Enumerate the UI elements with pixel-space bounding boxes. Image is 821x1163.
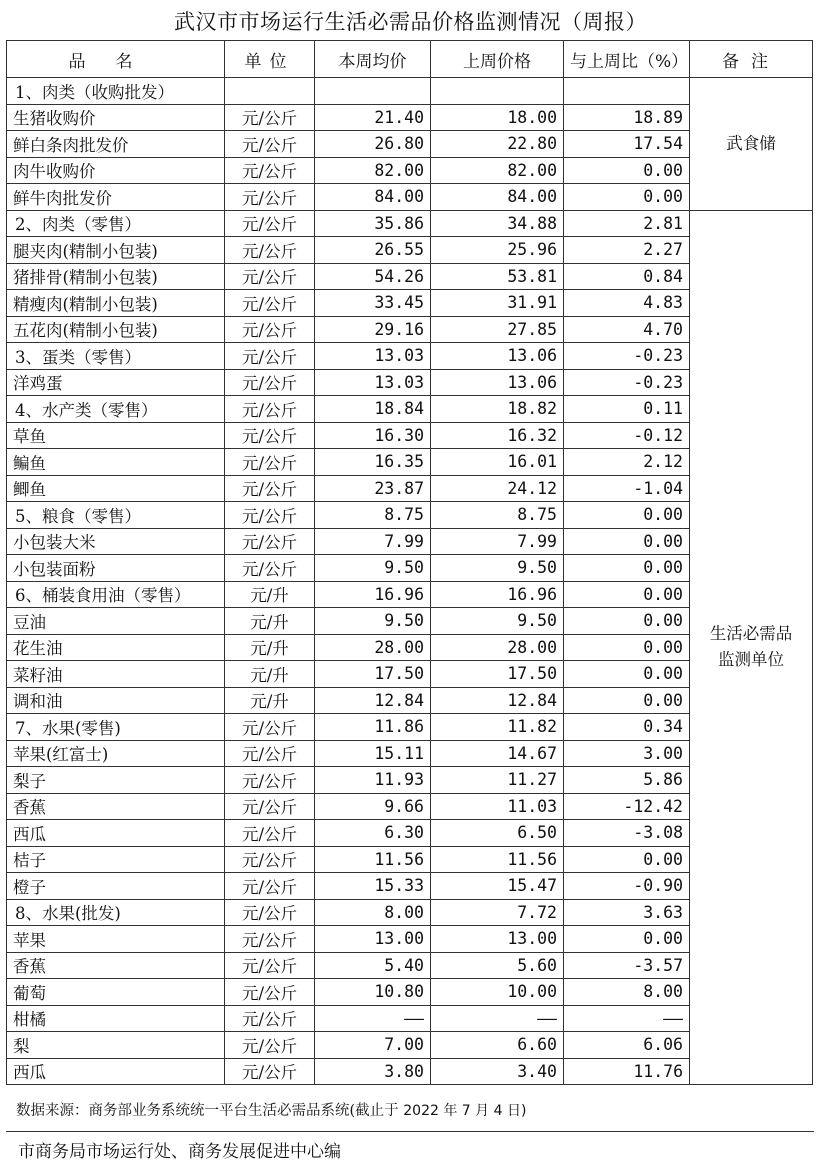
- row-this-week: 11.56: [315, 846, 431, 873]
- row-name: 小包装大米: [7, 528, 225, 555]
- row-name: 葡萄: [7, 979, 225, 1006]
- row-name: 五花肉(精制小包装): [7, 316, 225, 343]
- row-last-week: 11.56: [431, 846, 564, 873]
- row-name: 2、肉类（零售）: [7, 210, 225, 237]
- row-name: 3、蛋类（零售）: [7, 343, 225, 370]
- row-change: -3.57: [564, 952, 690, 979]
- row-last-week: 17.50: [431, 661, 564, 688]
- row-unit: 元/公斤: [225, 820, 315, 847]
- row-unit: 元/公斤: [225, 184, 315, 211]
- row-change: -0.90: [564, 873, 690, 900]
- row-unit: 元/公斤: [225, 793, 315, 820]
- row-name: 香蕉: [7, 952, 225, 979]
- row-change: 2.27: [564, 237, 690, 264]
- row-last-week: 18.00: [431, 104, 564, 131]
- row-this-week: 13.00: [315, 926, 431, 953]
- row-change: 4.70: [564, 316, 690, 343]
- row-unit: 元/公斤: [225, 555, 315, 582]
- header-last-week: 上周价格: [431, 41, 564, 78]
- row-change: ——: [564, 1005, 690, 1032]
- row-last-week: 11.03: [431, 793, 564, 820]
- row-change: 0.00: [564, 555, 690, 582]
- row-change: 0.00: [564, 528, 690, 555]
- note-text: 武食储: [726, 133, 776, 153]
- row-name: 橙子: [7, 873, 225, 900]
- price-table: [6, 40, 813, 1085]
- row-unit: 元/升: [225, 661, 315, 688]
- row-unit: 元/公斤: [225, 316, 315, 343]
- row-last-week: 16.96: [431, 581, 564, 608]
- row-unit: 元/公斤: [225, 846, 315, 873]
- row-unit: 元/公斤: [225, 714, 315, 741]
- row-this-week: 12.84: [315, 687, 431, 714]
- row-this-week: 33.45: [315, 290, 431, 317]
- row-change: 2.81: [564, 210, 690, 237]
- row-this-week: 26.55: [315, 237, 431, 264]
- row-last-week: 14.67: [431, 740, 564, 767]
- row-name: 4、水产类（零售）: [7, 396, 225, 423]
- row-unit: 元/公斤: [225, 422, 315, 449]
- row-change: -1.04: [564, 475, 690, 502]
- row-unit: [225, 78, 315, 105]
- row-change: 2.12: [564, 449, 690, 476]
- row-unit: 元/公斤: [225, 343, 315, 370]
- row-name: 精瘦肉(精制小包装): [7, 290, 225, 317]
- row-this-week: 15.11: [315, 740, 431, 767]
- row-change: [564, 78, 690, 105]
- row-last-week: 82.00: [431, 157, 564, 184]
- row-last-week: 11.27: [431, 767, 564, 794]
- row-this-week: 11.86: [315, 714, 431, 741]
- row-name: 1、肉类（收购批发）: [7, 78, 225, 105]
- row-change: 11.76: [564, 1058, 690, 1085]
- row-unit: 元/公斤: [225, 157, 315, 184]
- row-this-week: 11.93: [315, 767, 431, 794]
- row-unit: 元/公斤: [225, 131, 315, 158]
- editor-note: 市商务局市场运行处、商务发展促进中心编: [18, 1142, 341, 1162]
- header-this-week: 本周均价: [315, 41, 431, 78]
- row-last-week: 28.00: [431, 634, 564, 661]
- row-last-week: 18.82: [431, 396, 564, 423]
- row-change: 0.00: [564, 846, 690, 873]
- row-unit: 元/升: [225, 581, 315, 608]
- note-text: 监测单位: [718, 650, 784, 670]
- row-name: 猪排骨(精制小包装): [7, 263, 225, 290]
- row-last-week: 16.32: [431, 422, 564, 449]
- row-last-week: 3.40: [431, 1058, 564, 1085]
- row-change: 3.00: [564, 740, 690, 767]
- row-this-week: 16.96: [315, 581, 431, 608]
- row-name: 花生油: [7, 634, 225, 661]
- row-last-week: 7.99: [431, 528, 564, 555]
- row-this-week: 28.00: [315, 634, 431, 661]
- row-this-week: 7.00: [315, 1032, 431, 1059]
- row-name: 肉牛收购价: [7, 157, 225, 184]
- row-this-week: 23.87: [315, 475, 431, 502]
- table-row: [7, 210, 813, 237]
- row-name: 腿夹肉(精制小包装): [7, 237, 225, 264]
- row-name: 5、粮食（零售）: [7, 502, 225, 529]
- row-this-week: 13.03: [315, 343, 431, 370]
- row-change: 0.84: [564, 263, 690, 290]
- row-this-week: [315, 78, 431, 105]
- note-text: 生活必需品: [709, 624, 793, 644]
- row-name: 6、桶装食用油（零售）: [7, 581, 225, 608]
- row-name: 鲜牛肉批发价: [7, 184, 225, 211]
- row-last-week: 27.85: [431, 316, 564, 343]
- row-unit: 元/公斤: [225, 873, 315, 900]
- row-unit: 元/公斤: [225, 237, 315, 264]
- row-change: 0.00: [564, 661, 690, 688]
- row-last-week: 34.88: [431, 210, 564, 237]
- row-unit: 元/公斤: [225, 528, 315, 555]
- row-change: -0.12: [564, 422, 690, 449]
- row-last-week: 5.60: [431, 952, 564, 979]
- row-last-week: 31.91: [431, 290, 564, 317]
- row-name: 苹果: [7, 926, 225, 953]
- row-this-week: 9.50: [315, 608, 431, 635]
- row-unit: 元/升: [225, 608, 315, 635]
- row-name: 西瓜: [7, 820, 225, 847]
- row-name: 洋鸡蛋: [7, 369, 225, 396]
- row-unit: 元/公斤: [225, 767, 315, 794]
- row-last-week: 11.82: [431, 714, 564, 741]
- row-change: 8.00: [564, 979, 690, 1006]
- row-change: 0.00: [564, 581, 690, 608]
- row-last-week: 12.84: [431, 687, 564, 714]
- row-this-week: 26.80: [315, 131, 431, 158]
- row-unit: 元/公斤: [225, 449, 315, 476]
- row-unit: 元/升: [225, 634, 315, 661]
- row-name: 鲜白条肉批发价: [7, 131, 225, 158]
- row-change: -3.08: [564, 820, 690, 847]
- row-this-week: 9.50: [315, 555, 431, 582]
- row-change: 0.00: [564, 157, 690, 184]
- row-this-week: 3.80: [315, 1058, 431, 1085]
- row-this-week: ——: [315, 1005, 431, 1032]
- row-last-week: 22.80: [431, 131, 564, 158]
- row-this-week: 82.00: [315, 157, 431, 184]
- row-unit: 元/升: [225, 687, 315, 714]
- header-name: 品名: [7, 41, 225, 78]
- row-unit: 元/公斤: [225, 740, 315, 767]
- row-this-week: 54.26: [315, 263, 431, 290]
- row-this-week: 5.40: [315, 952, 431, 979]
- table-header-row: [7, 41, 813, 78]
- row-name: 7、水果(零售): [7, 714, 225, 741]
- row-last-week: 84.00: [431, 184, 564, 211]
- row-change: 5.86: [564, 767, 690, 794]
- row-unit: 元/公斤: [225, 290, 315, 317]
- source-label: 数据来源：商务部业务系统统一平台生活必需品系统(截止于: [16, 1103, 399, 1119]
- row-unit: 元/公斤: [225, 263, 315, 290]
- row-unit: 元/公斤: [225, 104, 315, 131]
- row-name: 西瓜: [7, 1058, 225, 1085]
- header-unit: 单位: [225, 41, 315, 78]
- row-last-week: 6.50: [431, 820, 564, 847]
- row-name: 香蕉: [7, 793, 225, 820]
- row-unit: 元/公斤: [225, 1032, 315, 1059]
- row-unit: 元/公斤: [225, 502, 315, 529]
- row-change: 0.00: [564, 502, 690, 529]
- report-title: 武汉市市场运行生活必需品价格监测情况（周报）: [174, 10, 647, 34]
- row-name: 鲫鱼: [7, 475, 225, 502]
- row-this-week: 7.99: [315, 528, 431, 555]
- row-last-week: 25.96: [431, 237, 564, 264]
- row-last-week: 10.00: [431, 979, 564, 1006]
- row-last-week: ——: [431, 1005, 564, 1032]
- row-change: 17.54: [564, 131, 690, 158]
- note-cell-group2: [690, 210, 813, 1085]
- row-name: 桔子: [7, 846, 225, 873]
- row-change: 0.00: [564, 184, 690, 211]
- row-last-week: 8.75: [431, 502, 564, 529]
- row-change: 0.34: [564, 714, 690, 741]
- row-this-week: 15.33: [315, 873, 431, 900]
- row-this-week: 16.35: [315, 449, 431, 476]
- row-this-week: 21.40: [315, 104, 431, 131]
- row-last-week: 9.50: [431, 608, 564, 635]
- row-change: 0.00: [564, 687, 690, 714]
- row-unit: 元/公斤: [225, 369, 315, 396]
- row-unit: 元/公斤: [225, 926, 315, 953]
- row-name: 梨: [7, 1032, 225, 1059]
- row-unit: 元/公斤: [225, 475, 315, 502]
- row-this-week: 8.00: [315, 899, 431, 926]
- row-change: 0.00: [564, 608, 690, 635]
- row-name: 鳊鱼: [7, 449, 225, 476]
- row-unit: 元/公斤: [225, 899, 315, 926]
- row-name: 8、水果(批发): [7, 899, 225, 926]
- row-change: 3.63: [564, 899, 690, 926]
- row-change: -0.23: [564, 343, 690, 370]
- row-this-week: 16.30: [315, 422, 431, 449]
- row-unit: 元/公斤: [225, 396, 315, 423]
- row-name: 小包装面粉: [7, 555, 225, 582]
- row-last-week: 13.06: [431, 343, 564, 370]
- row-unit: 元/公斤: [225, 979, 315, 1006]
- row-change: 0.11: [564, 396, 690, 423]
- row-this-week: 84.00: [315, 184, 431, 211]
- row-this-week: 8.75: [315, 502, 431, 529]
- row-this-week: 9.66: [315, 793, 431, 820]
- row-last-week: 7.72: [431, 899, 564, 926]
- row-change: -12.42: [564, 793, 690, 820]
- row-unit: 元/公斤: [225, 952, 315, 979]
- row-name: 调和油: [7, 687, 225, 714]
- data-source-note: [16, 1099, 526, 1120]
- header-change: 与上周比（%）: [564, 41, 690, 78]
- row-unit: 元/公斤: [225, 1005, 315, 1032]
- row-last-week: [431, 78, 564, 105]
- row-change: 0.00: [564, 634, 690, 661]
- row-change: 6.06: [564, 1032, 690, 1059]
- header-note: 备注: [690, 41, 813, 78]
- row-last-week: 16.01: [431, 449, 564, 476]
- row-name: 豆油: [7, 608, 225, 635]
- table-row: [7, 78, 813, 105]
- row-this-week: 35.86: [315, 210, 431, 237]
- row-this-week: 17.50: [315, 661, 431, 688]
- row-last-week: 53.81: [431, 263, 564, 290]
- row-name: 柑橘: [7, 1005, 225, 1032]
- row-change: -0.23: [564, 369, 690, 396]
- row-last-week: 24.12: [431, 475, 564, 502]
- row-this-week: 29.16: [315, 316, 431, 343]
- row-this-week: 10.80: [315, 979, 431, 1006]
- row-last-week: 9.50: [431, 555, 564, 582]
- row-name: 草鱼: [7, 422, 225, 449]
- row-name: 苹果(红富士): [7, 740, 225, 767]
- row-name: 梨子: [7, 767, 225, 794]
- row-last-week: 6.60: [431, 1032, 564, 1059]
- row-change: 4.83: [564, 290, 690, 317]
- row-this-week: 6.30: [315, 820, 431, 847]
- source-date: 2022 年 7 月 4 日): [403, 1103, 527, 1119]
- row-change: 0.00: [564, 926, 690, 953]
- row-name: 生猪收购价: [7, 104, 225, 131]
- row-unit: 元/公斤: [225, 1058, 315, 1085]
- row-unit: 元/公斤: [225, 210, 315, 237]
- row-change: 18.89: [564, 104, 690, 131]
- footer-divider: [6, 1131, 814, 1132]
- row-this-week: 13.03: [315, 369, 431, 396]
- row-this-week: 18.84: [315, 396, 431, 423]
- table-body: [7, 78, 813, 1085]
- row-last-week: 13.00: [431, 926, 564, 953]
- row-last-week: 15.47: [431, 873, 564, 900]
- row-name: 菜籽油: [7, 661, 225, 688]
- note-cell-group1: [690, 78, 813, 211]
- row-last-week: 13.06: [431, 369, 564, 396]
